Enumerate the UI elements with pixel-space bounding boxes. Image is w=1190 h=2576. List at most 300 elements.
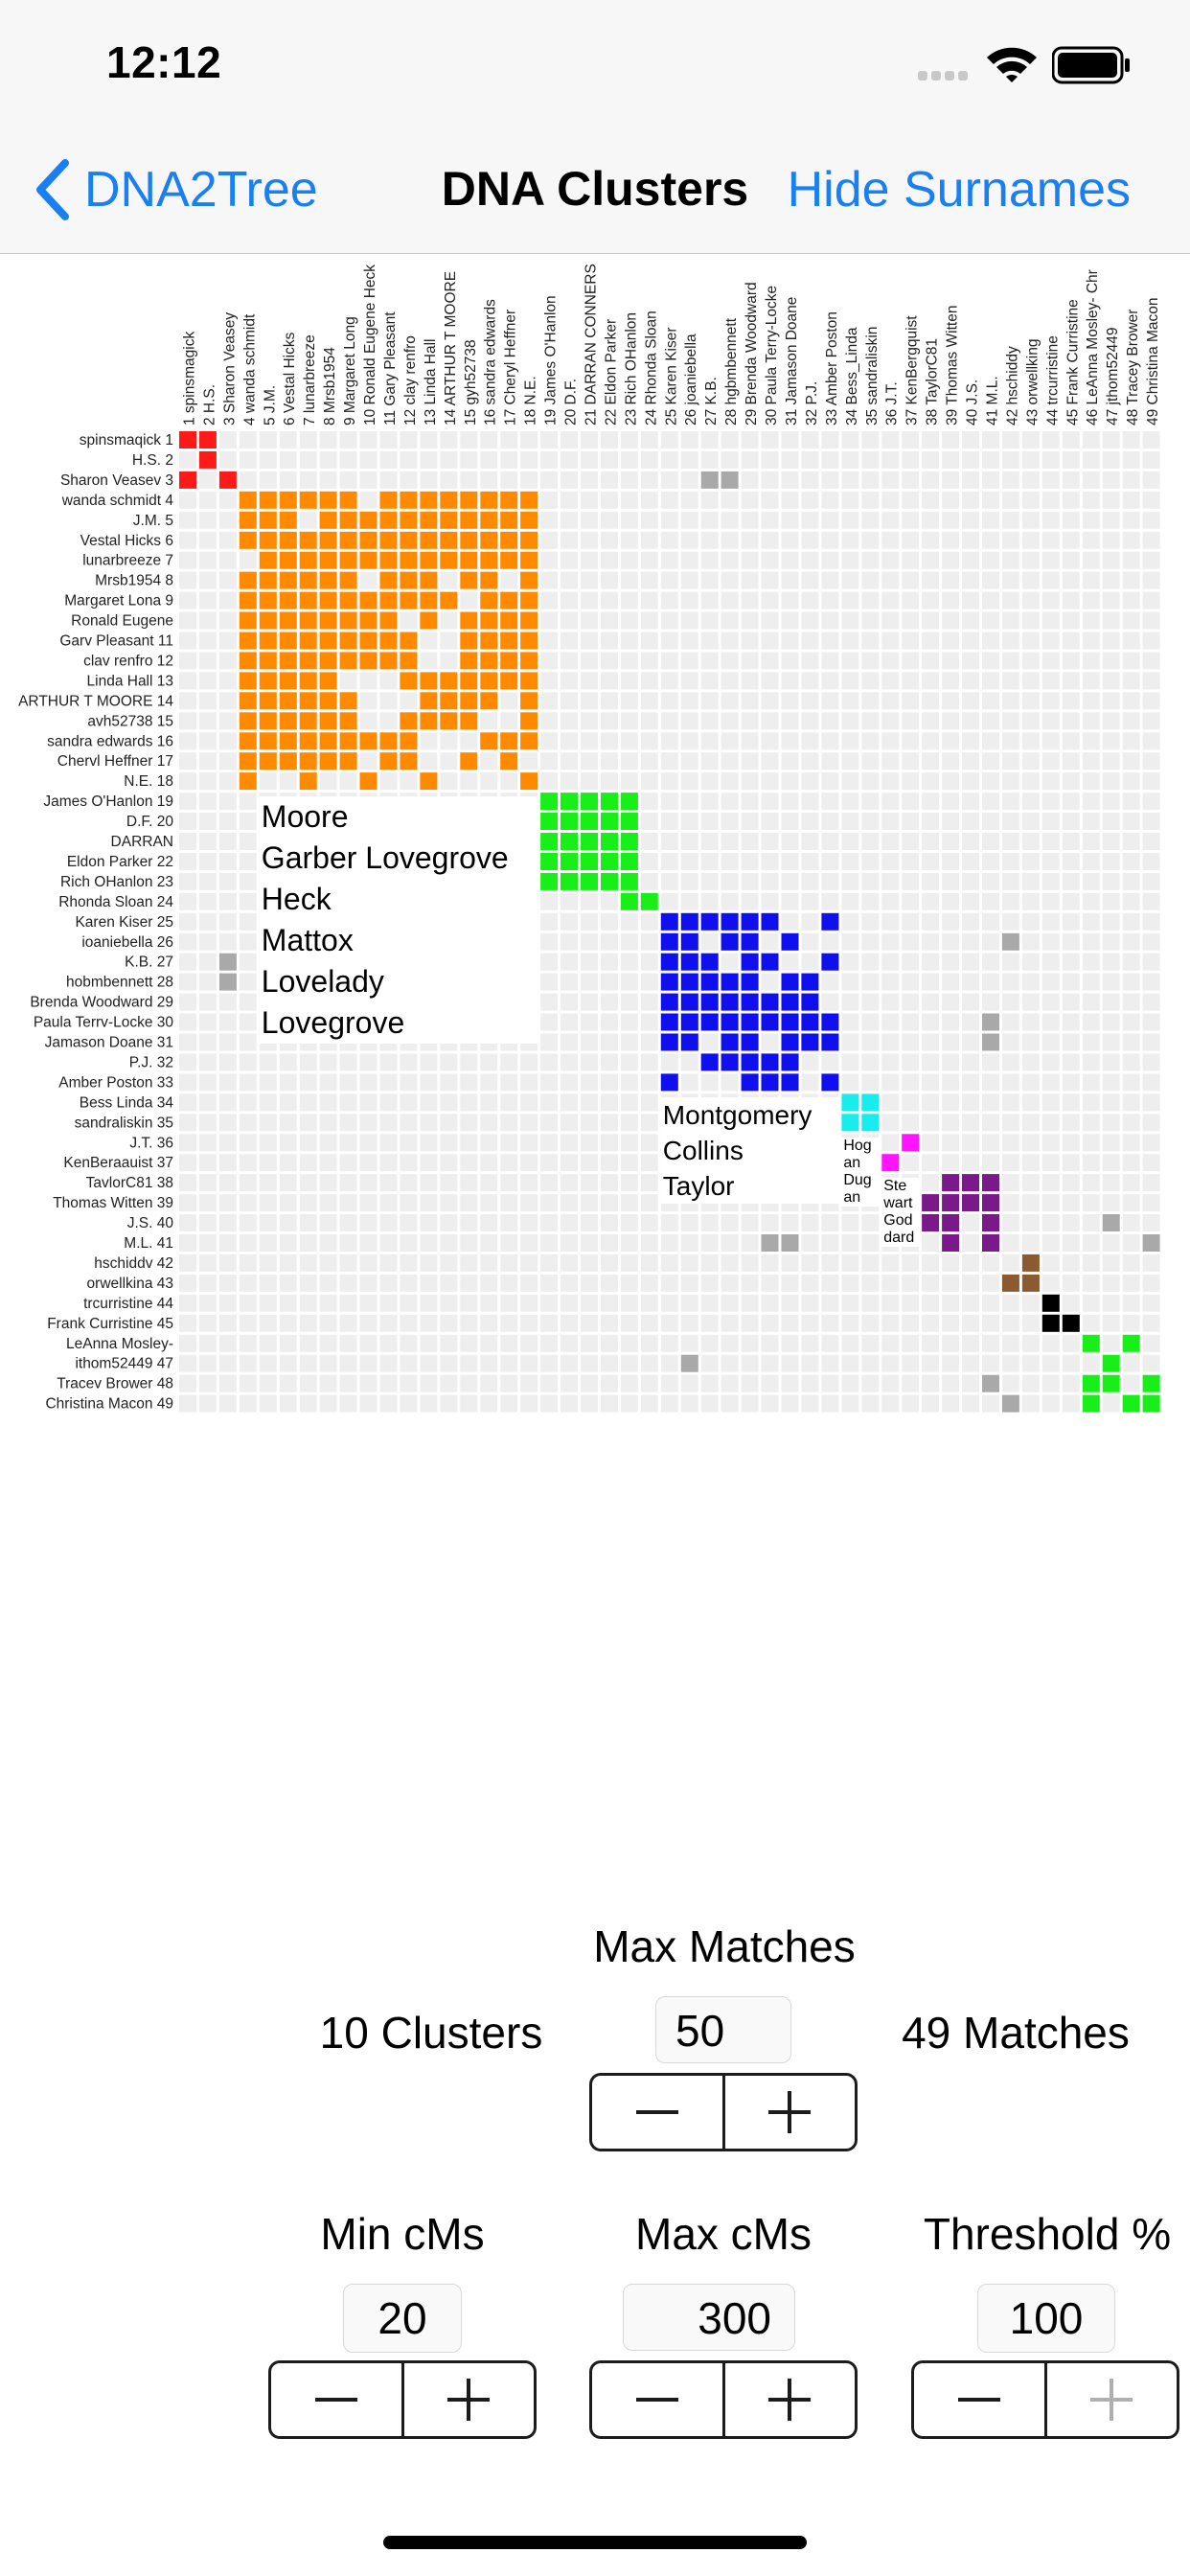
matrix-cell-cluster[interactable] [460, 672, 477, 689]
matrix-cell[interactable] [762, 431, 779, 448]
matrix-cell[interactable] [982, 692, 999, 709]
matrix-cell[interactable] [782, 813, 799, 830]
matrix-cell[interactable] [260, 1093, 277, 1111]
matrix-cell[interactable] [480, 472, 497, 489]
matrix-cell[interactable] [922, 612, 939, 630]
matrix-cell[interactable] [581, 1073, 598, 1091]
matrix-cell[interactable] [962, 1254, 979, 1272]
matrix-cell[interactable] [721, 1335, 739, 1352]
matrix-cell[interactable] [360, 692, 378, 709]
matrix-cell[interactable] [1002, 592, 1019, 610]
matrix-cell[interactable] [199, 893, 217, 910]
matrix-cell[interactable] [962, 512, 979, 529]
matrix-cell[interactable] [1042, 451, 1060, 469]
matrix-cell[interactable] [460, 472, 477, 489]
matrix-cell[interactable] [1083, 612, 1100, 630]
matrix-cell[interactable] [601, 1375, 618, 1392]
matrix-cell[interactable] [1123, 652, 1140, 669]
matrix-cell[interactable] [540, 1355, 558, 1372]
matrix-cell[interactable] [881, 552, 899, 569]
matrix-cell[interactable] [561, 572, 578, 589]
matrix-cell[interactable] [460, 1214, 477, 1231]
matrix-cell[interactable] [701, 793, 719, 810]
matrix-cell[interactable] [601, 933, 618, 951]
matrix-cell[interactable] [782, 431, 799, 448]
matrix-cell[interactable] [621, 431, 638, 448]
matrix-cell[interactable] [942, 1275, 959, 1292]
matrix-cell[interactable] [782, 1275, 799, 1292]
matrix-cell[interactable] [380, 1375, 398, 1392]
matrix-cell[interactable] [922, 431, 939, 448]
matrix-cell[interactable] [500, 1053, 517, 1070]
matrix-cell[interactable] [661, 1275, 678, 1292]
matrix-cell[interactable] [240, 1375, 257, 1392]
matrix-cell-cluster[interactable] [400, 532, 417, 549]
matrix-cell-cluster[interactable] [881, 1154, 899, 1171]
matrix-cell-cluster[interactable] [841, 1114, 858, 1131]
matrix-cell[interactable] [1042, 1093, 1060, 1111]
matrix-cell[interactable] [782, 532, 799, 549]
matrix-cell-cluster[interactable] [721, 933, 739, 951]
matrix-cell[interactable] [219, 532, 237, 549]
matrix-cell[interactable] [1123, 472, 1140, 489]
matrix-cell-cluster[interactable] [1002, 1275, 1019, 1292]
matrix-cell[interactable] [982, 1254, 999, 1272]
matrix-cell-cluster[interactable] [1123, 1335, 1140, 1352]
matrix-cell[interactable] [661, 793, 678, 810]
matrix-cell[interactable] [762, 572, 779, 589]
matrix-cell[interactable] [922, 472, 939, 489]
matrix-cell[interactable] [540, 1154, 558, 1171]
matrix-cell[interactable] [942, 793, 959, 810]
matrix-cell[interactable] [701, 873, 719, 890]
max-matches-decrement[interactable] [592, 2076, 725, 2149]
matrix-cell[interactable] [641, 1134, 658, 1151]
matrix-cell[interactable] [1063, 632, 1080, 650]
matrix-cell-shared[interactable] [762, 1234, 779, 1252]
matrix-cell[interactable] [861, 1014, 879, 1031]
matrix-cell-cluster[interactable] [260, 552, 277, 569]
matrix-cell[interactable] [540, 1295, 558, 1312]
matrix-cell[interactable] [1143, 652, 1160, 669]
matrix-cell[interactable] [500, 1355, 517, 1372]
matrix-cell-cluster[interactable] [280, 692, 297, 709]
matrix-cell[interactable] [902, 1114, 919, 1131]
matrix-cell[interactable] [982, 672, 999, 689]
matrix-cell[interactable] [601, 692, 618, 709]
matrix-cell[interactable] [340, 1335, 357, 1352]
matrix-cell[interactable] [1042, 1114, 1060, 1131]
matrix-cell[interactable] [601, 1214, 618, 1231]
matrix-cell-cluster[interactable] [420, 612, 437, 630]
matrix-cell[interactable] [681, 772, 698, 790]
max-cms-stepper[interactable] [589, 2360, 858, 2439]
matrix-cell[interactable] [681, 873, 698, 890]
matrix-cell[interactable] [762, 512, 779, 529]
matrix-cell[interactable] [922, 1295, 939, 1312]
matrix-cell[interactable] [922, 974, 939, 991]
matrix-cell[interactable] [420, 1295, 437, 1312]
matrix-cell[interactable] [1123, 1053, 1140, 1070]
matrix-cell[interactable] [1042, 1375, 1060, 1392]
matrix-cell-shared[interactable] [982, 1375, 999, 1392]
matrix-cell[interactable] [219, 853, 237, 870]
matrix-cell[interactable] [621, 1295, 638, 1312]
matrix-cell[interactable] [861, 1335, 879, 1352]
matrix-cell[interactable] [561, 712, 578, 729]
matrix-cell[interactable] [661, 532, 678, 549]
matrix-cell[interactable] [881, 954, 899, 971]
matrix-cell[interactable] [320, 1154, 337, 1171]
matrix-cell[interactable] [881, 793, 899, 810]
matrix-cell[interactable] [801, 692, 818, 709]
matrix-cell-cluster[interactable] [400, 712, 417, 729]
matrix-cell[interactable] [1083, 893, 1100, 910]
matrix-cell-shared[interactable] [1002, 933, 1019, 951]
matrix-cell[interactable] [962, 752, 979, 770]
matrix-cell[interactable] [942, 492, 959, 509]
matrix-cell[interactable] [1143, 813, 1160, 830]
matrix-cell[interactable] [902, 994, 919, 1011]
matrix-cell[interactable] [1022, 672, 1040, 689]
matrix-cell[interactable] [762, 532, 779, 549]
matrix-cell[interactable] [881, 893, 899, 910]
matrix-cell-cluster[interactable] [380, 512, 398, 529]
matrix-cell[interactable] [701, 833, 719, 850]
matrix-cell[interactable] [581, 1114, 598, 1131]
matrix-cell[interactable] [380, 1073, 398, 1091]
matrix-cell[interactable] [240, 1053, 257, 1070]
matrix-cell[interactable] [701, 752, 719, 770]
matrix-cell[interactable] [762, 833, 779, 850]
matrix-cell-cluster[interactable] [300, 712, 317, 729]
matrix-cell[interactable] [841, 1234, 858, 1252]
matrix-cell[interactable] [300, 1154, 317, 1171]
matrix-cell[interactable] [1063, 974, 1080, 991]
matrix-cell[interactable] [861, 772, 879, 790]
matrix-cell[interactable] [801, 451, 818, 469]
matrix-cell[interactable] [1042, 552, 1060, 569]
matrix-cell[interactable] [942, 1254, 959, 1272]
matrix-cell[interactable] [500, 451, 517, 469]
matrix-cell[interactable] [1063, 492, 1080, 509]
matrix-cell-cluster[interactable] [360, 652, 378, 669]
matrix-cell[interactable] [420, 1114, 437, 1131]
matrix-cell[interactable] [821, 1355, 838, 1372]
matrix-cell[interactable] [1083, 833, 1100, 850]
matrix-cell[interactable] [199, 1073, 217, 1091]
matrix-cell[interactable] [179, 492, 196, 509]
matrix-cell[interactable] [641, 1315, 658, 1332]
matrix-cell[interactable] [1002, 913, 1019, 931]
matrix-cell[interactable] [179, 1114, 196, 1131]
matrix-cell[interactable] [782, 1295, 799, 1312]
matrix-cell[interactable] [801, 813, 818, 830]
matrix-cell[interactable] [1022, 1114, 1040, 1131]
matrix-cell[interactable] [621, 652, 638, 669]
matrix-cell[interactable] [1103, 1073, 1120, 1091]
matrix-cell[interactable] [881, 532, 899, 549]
matrix-cell[interactable] [1123, 612, 1140, 630]
matrix-cell[interactable] [1042, 1194, 1060, 1211]
matrix-cell[interactable] [641, 833, 658, 850]
matrix-cell[interactable] [219, 1375, 237, 1392]
matrix-cell-cluster[interactable] [260, 512, 277, 529]
matrix-cell[interactable] [641, 752, 658, 770]
matrix-cell[interactable] [1083, 652, 1100, 669]
matrix-cell[interactable] [380, 1355, 398, 1372]
matrix-cell[interactable] [1123, 793, 1140, 810]
matrix-cell[interactable] [661, 1315, 678, 1332]
matrix-cell[interactable] [260, 1114, 277, 1131]
matrix-cell[interactable] [1143, 1073, 1160, 1091]
matrix-cell[interactable] [1002, 1134, 1019, 1151]
matrix-cell[interactable] [641, 652, 658, 669]
matrix-cell[interactable] [922, 1174, 939, 1191]
threshold-increment[interactable] [1047, 2363, 1178, 2436]
matrix-cell[interactable] [681, 793, 698, 810]
matrix-cell[interactable] [902, 672, 919, 689]
matrix-cell[interactable] [621, 1034, 638, 1051]
matrix-cell-cluster[interactable] [681, 954, 698, 971]
matrix-cell[interactable] [240, 1355, 257, 1372]
matrix-cell[interactable] [982, 833, 999, 850]
matrix-cell-cluster[interactable] [280, 612, 297, 630]
matrix-cell[interactable] [300, 1214, 317, 1231]
matrix-cell[interactable] [280, 1214, 297, 1231]
matrix-cell[interactable] [942, 772, 959, 790]
matrix-cell[interactable] [1143, 572, 1160, 589]
matrix-cell[interactable] [902, 793, 919, 810]
matrix-cell[interactable] [861, 1375, 879, 1392]
matrix-cell-cluster[interactable] [320, 752, 337, 770]
matrix-cell[interactable] [480, 752, 497, 770]
matrix-cell[interactable] [380, 712, 398, 729]
matrix-cell[interactable] [641, 712, 658, 729]
matrix-cell-cluster[interactable] [300, 652, 317, 669]
matrix-cell-cluster[interactable] [420, 532, 437, 549]
matrix-cell-cluster[interactable] [721, 1053, 739, 1070]
matrix-cell[interactable] [1063, 1093, 1080, 1111]
matrix-cell[interactable] [1123, 813, 1140, 830]
matrix-cell-cluster[interactable] [742, 974, 759, 991]
matrix-cell[interactable] [540, 1214, 558, 1231]
matrix-cell[interactable] [480, 1355, 497, 1372]
matrix-cell[interactable] [440, 732, 457, 749]
matrix-cell[interactable] [1042, 893, 1060, 910]
matrix-cell[interactable] [641, 512, 658, 529]
matrix-cell[interactable] [1123, 572, 1140, 589]
matrix-cell[interactable] [240, 974, 257, 991]
matrix-cell[interactable] [1143, 1053, 1160, 1070]
matrix-cell[interactable] [1063, 592, 1080, 610]
matrix-cell[interactable] [480, 1073, 497, 1091]
matrix-cell[interactable] [821, 612, 838, 630]
matrix-cell[interactable] [942, 813, 959, 830]
matrix-cell[interactable] [400, 1375, 417, 1392]
matrix-cell[interactable] [621, 492, 638, 509]
matrix-cell[interactable] [1123, 954, 1140, 971]
matrix-cell[interactable] [982, 793, 999, 810]
matrix-cell[interactable] [1103, 451, 1120, 469]
matrix-cell[interactable] [179, 873, 196, 890]
matrix-cell[interactable] [520, 1315, 538, 1332]
matrix-cell-cluster[interactable] [400, 552, 417, 569]
matrix-cell[interactable] [199, 974, 217, 991]
matrix-cell-cluster[interactable] [260, 572, 277, 589]
matrix-cell[interactable] [240, 1234, 257, 1252]
matrix-cell[interactable] [962, 732, 979, 749]
matrix-cell[interactable] [260, 1174, 277, 1191]
matrix-cell[interactable] [922, 873, 939, 890]
matrix-cell[interactable] [881, 752, 899, 770]
matrix-cell-cluster[interactable] [621, 893, 638, 910]
matrix-cell[interactable] [1022, 933, 1040, 951]
matrix-cell[interactable] [219, 1053, 237, 1070]
matrix-cell[interactable] [801, 431, 818, 448]
matrix-cell-cluster[interactable] [240, 652, 257, 669]
matrix-cell[interactable] [240, 1154, 257, 1171]
matrix-cell[interactable] [400, 1134, 417, 1151]
matrix-cell[interactable] [340, 772, 357, 790]
matrix-cell[interactable] [922, 1154, 939, 1171]
matrix-cell[interactable] [380, 1194, 398, 1211]
matrix-cell-cluster[interactable] [460, 692, 477, 709]
matrix-cell[interactable] [742, 833, 759, 850]
matrix-cell[interactable] [861, 512, 879, 529]
matrix-cell[interactable] [982, 1093, 999, 1111]
matrix-cell[interactable] [1042, 813, 1060, 830]
matrix-cell[interactable] [861, 552, 879, 569]
matrix-cell[interactable] [701, 813, 719, 830]
matrix-cell[interactable] [801, 592, 818, 610]
matrix-cell[interactable] [520, 1355, 538, 1372]
matrix-cell[interactable] [742, 612, 759, 630]
matrix-cell[interactable] [179, 1034, 196, 1051]
matrix-cell[interactable] [922, 1053, 939, 1070]
matrix-cell[interactable] [179, 1154, 196, 1171]
matrix-cell[interactable] [641, 913, 658, 931]
matrix-cell[interactable] [601, 1154, 618, 1171]
matrix-cell[interactable] [881, 572, 899, 589]
matrix-cell[interactable] [520, 1254, 538, 1272]
matrix-cell[interactable] [400, 1295, 417, 1312]
matrix-cell-cluster[interactable] [782, 994, 799, 1011]
matrix-cell[interactable] [240, 853, 257, 870]
matrix-cell[interactable] [942, 873, 959, 890]
matrix-cell[interactable] [681, 632, 698, 650]
matrix-cell[interactable] [1123, 1174, 1140, 1191]
matrix-cell[interactable] [340, 1093, 357, 1111]
matrix-cell[interactable] [400, 692, 417, 709]
matrix-cell[interactable] [721, 512, 739, 529]
matrix-cell[interactable] [762, 974, 779, 991]
matrix-cell[interactable] [801, 632, 818, 650]
matrix-cell[interactable] [721, 451, 739, 469]
matrix-cell-cluster[interactable] [280, 592, 297, 610]
matrix-cell[interactable] [420, 1395, 437, 1413]
matrix-cell[interactable] [681, 1073, 698, 1091]
matrix-cell[interactable] [1083, 1114, 1100, 1131]
matrix-cell[interactable] [621, 572, 638, 589]
matrix-cell[interactable] [681, 532, 698, 549]
matrix-cell[interactable] [922, 833, 939, 850]
matrix-cell[interactable] [701, 652, 719, 669]
matrix-cell[interactable] [380, 1174, 398, 1191]
matrix-cell[interactable] [1123, 833, 1140, 850]
matrix-cell[interactable] [260, 1073, 277, 1091]
matrix-cell-cluster[interactable] [540, 853, 558, 870]
matrix-cell[interactable] [922, 1134, 939, 1151]
matrix-cell[interactable] [1042, 1053, 1060, 1070]
matrix-cell[interactable] [460, 1375, 477, 1392]
matrix-cell[interactable] [1103, 1194, 1120, 1211]
matrix-cell-cluster[interactable] [260, 632, 277, 650]
matrix-cell[interactable] [601, 1194, 618, 1211]
matrix-cell[interactable] [601, 592, 618, 610]
matrix-cell[interactable] [881, 431, 899, 448]
matrix-cell[interactable] [841, 833, 858, 850]
matrix-cell[interactable] [742, 772, 759, 790]
matrix-cell[interactable] [1083, 1034, 1100, 1051]
matrix-cell[interactable] [260, 772, 277, 790]
matrix-cell[interactable] [821, 712, 838, 729]
matrix-cell-cluster[interactable] [340, 512, 357, 529]
matrix-cell-cluster[interactable] [360, 532, 378, 549]
matrix-cell[interactable] [982, 772, 999, 790]
matrix-cell[interactable] [922, 492, 939, 509]
matrix-cell-cluster[interactable] [260, 652, 277, 669]
matrix-cell[interactable] [561, 492, 578, 509]
matrix-cell[interactable] [902, 833, 919, 850]
matrix-cell[interactable] [861, 1053, 879, 1070]
matrix-cell[interactable] [881, 853, 899, 870]
matrix-cell[interactable] [581, 652, 598, 669]
matrix-cell[interactable] [621, 1254, 638, 1272]
matrix-cell[interactable] [1123, 431, 1140, 448]
matrix-cell[interactable] [681, 853, 698, 870]
matrix-cell[interactable] [841, 1254, 858, 1272]
matrix-cell[interactable] [681, 1375, 698, 1392]
matrix-cell-cluster[interactable] [1083, 1395, 1100, 1413]
matrix-cell[interactable] [721, 672, 739, 689]
matrix-cell[interactable] [400, 1154, 417, 1171]
matrix-cell[interactable] [1042, 632, 1060, 650]
matrix-cell-cluster[interactable] [500, 752, 517, 770]
matrix-cell[interactable] [460, 1194, 477, 1211]
matrix-cell[interactable] [480, 1174, 497, 1191]
matrix-cell[interactable] [782, 672, 799, 689]
matrix-cell[interactable] [199, 772, 217, 790]
matrix-cell[interactable] [1063, 1114, 1080, 1131]
matrix-cell[interactable] [1083, 1295, 1100, 1312]
matrix-cell[interactable] [902, 813, 919, 830]
matrix-cell[interactable] [480, 1375, 497, 1392]
matrix-cell-cluster[interactable] [520, 572, 538, 589]
matrix-cell[interactable] [902, 552, 919, 569]
matrix-cell[interactable] [621, 1154, 638, 1171]
matrix-cell[interactable] [500, 1073, 517, 1091]
matrix-cell[interactable] [440, 1254, 457, 1272]
matrix-cell-cluster[interactable] [380, 612, 398, 630]
matrix-cell[interactable] [661, 431, 678, 448]
matrix-cell[interactable] [280, 1234, 297, 1252]
matrix-cell[interactable] [199, 1275, 217, 1292]
matrix-cell[interactable] [540, 913, 558, 931]
matrix-cell-cluster[interactable] [782, 974, 799, 991]
matrix-cell[interactable] [1143, 772, 1160, 790]
matrix-cell[interactable] [902, 893, 919, 910]
